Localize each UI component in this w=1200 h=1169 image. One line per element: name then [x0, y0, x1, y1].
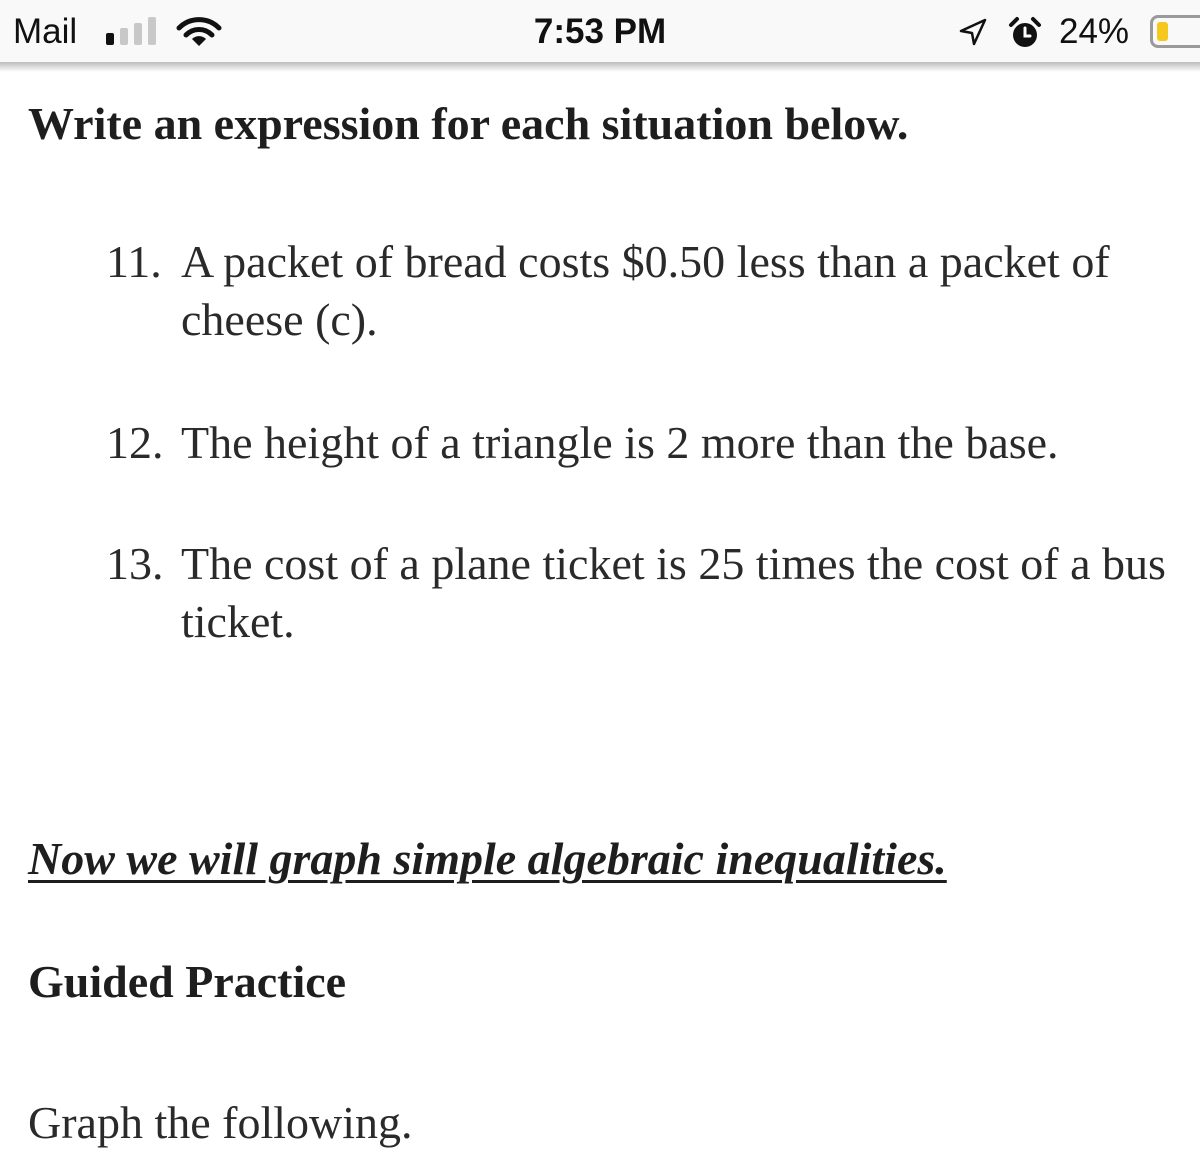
instruction-text: Graph the following. — [28, 1097, 413, 1148]
question-text: The cost of a plane ticket is 25 times the cost of a bus ticket. — [181, 538, 1166, 647]
question-11 — [106, 233, 1166, 349]
back-to-mail-link[interactable]: Mail — [13, 12, 78, 51]
clock-time: 7:53 PM — [533, 12, 667, 51]
alarm-clock-icon — [1008, 16, 1042, 50]
battery-level-fill — [1157, 22, 1168, 41]
question-text: The height of a triangle is 2 more than the base. — [181, 417, 1059, 468]
status-bar-shadow — [0, 62, 1200, 72]
page-heading: Write an expression for each situation below. — [28, 98, 909, 149]
question-text: A packet of bread costs $0.50 less than a packet of cheese (c). — [181, 236, 1110, 345]
sub-heading: Guided Practice — [28, 956, 347, 1007]
question-13 — [106, 535, 1166, 651]
question-12 — [106, 414, 1166, 472]
battery-percent: 24% — [1059, 12, 1130, 51]
location-arrow-icon — [958, 18, 988, 46]
question-number: 11. — [106, 236, 162, 287]
status-bar — [0, 0, 1200, 64]
section-title: Now we will graph simple algebraic inequalities. — [28, 833, 947, 884]
battery-icon — [1150, 15, 1200, 48]
question-number: 12. — [106, 417, 164, 468]
question-number: 13. — [106, 538, 164, 589]
